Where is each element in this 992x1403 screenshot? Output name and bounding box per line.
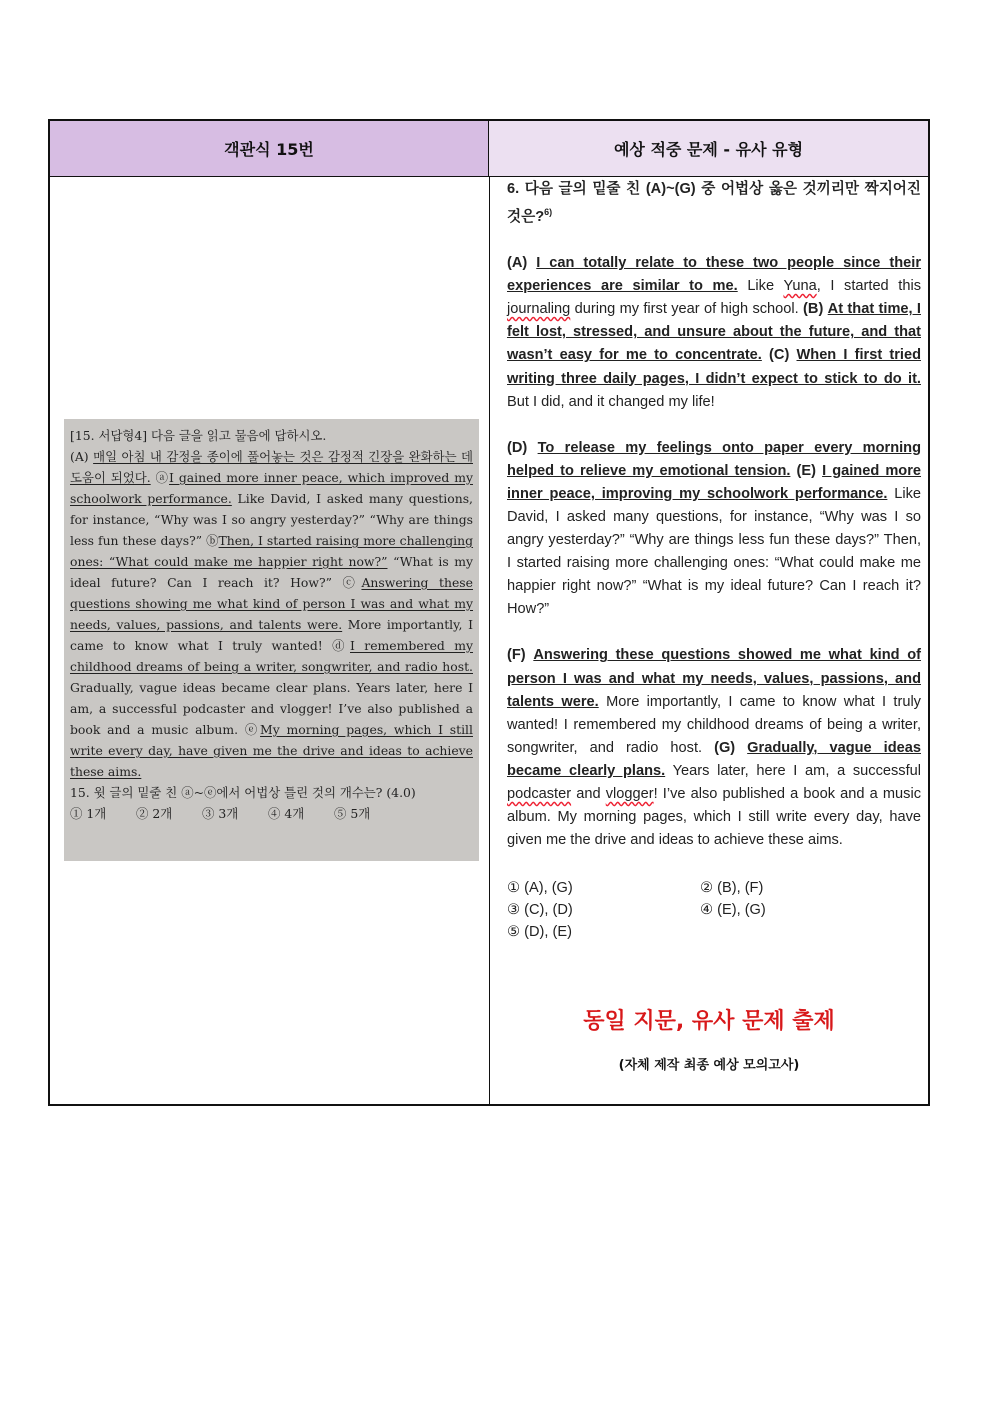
right-header	[489, 121, 928, 177]
scanned-exam-image	[64, 419, 479, 861]
question-stem: 6. 다음 글의 밑줄 친 (A)~(G) 중 어법상 옳은 것끼리만 짝지어진 것은?$^{6)}$	[507, 181, 921, 225]
answer-choices	[507, 877, 921, 947]
predicted-question	[507, 178, 921, 947]
choice-1: ① (A), (G)	[507, 880, 573, 897]
underlined-F: Answering these questions showed me what kind of person I was and what my needs, values, passions, and talents were.	[507, 647, 922, 710]
scan-sentence-a: I gained more inner peace, which improved my schoolwork performance.	[70, 470, 473, 506]
choice-3: ③ (C), (D)	[507, 902, 573, 919]
underlined-G: Gradually, vague ideas became clearly plans.	[507, 739, 921, 779]
left-header	[50, 121, 489, 177]
underlined-E: I gained more inner peace, improving my schoolwork performance.	[507, 462, 922, 502]
paragraph-3: (F) Answering these questions showed me what kind of person I was and what my needs, values, passions, and talents were. More importantly, I came to know what I truly wanted! I remembered my childhood dreams of being a writer, songwriter, and radio host. (G) Gradually, vague ideas became clearly plans. Years later, here I am, a successful podcaster and vlogger! I’ve also published a book and a music album. My morning pages, which I still write every day, have given me the drive and ideas to achieve these aims.	[507, 647, 922, 849]
scan-choice: ④ 4개	[268, 806, 305, 821]
choice-4: ④ (E), (G)	[700, 902, 766, 919]
scan-sentence-e: My morning pages, which I still write every day, have given me the drive and ideas to achieve these aims.	[70, 722, 473, 779]
underlined-D: To release my feelings onto paper every morning helped to relieve my emotional tension.	[507, 439, 921, 479]
scan-passage: (A) 매일 아침 내 감정을 종이에 풀어놓는 것은 감정적 긴장을 완화하는 데 도움이 되었다. ⓐI gained more inner peace, which improved my schoolwork performance. Like David, I asked many questions, for instance, “Why was I so angry yesterday?” “Why are things less fun these days?” ⓑThen, I started raising more challenging ones: “What could make me happier right now?” “What is my ideal future? Can I reach it? How?” ⓒAnswering these questions showing me what kind of person I was and what my needs, values, passions, and talents were. More importantly, I came to know what I truly wanted! ⓓI remembered my childhood dreams of being a writer, songwriter, and radio host. Gradually, vague ideas became clear plans. Years later, here I am, a successful podcaster and vlogger! I’ve also published a book and a music album. ⓔMy morning pages, which I still write every day, have given me the drive and ideas to achieve these aims.	[70, 449, 474, 779]
column-divider	[489, 177, 490, 1104]
scan-choice: ③ 3개	[202, 806, 239, 821]
underlined-B: At that time, I felt lost, stressed, and unsure about the future, and that wasn’t easy for me to concentrate.	[507, 301, 921, 364]
scan-choices	[70, 803, 473, 824]
right-header-title: 예상 적중 문제 - 유사 유형	[613, 140, 804, 159]
subnotice-text: (자체 제작 최종 예상 모의고사)	[618, 1058, 800, 1073]
paragraph-1: (A) I can totally relate to these two people since their experiences are similar to me. Like Yuna, I started this journaling during my first year of high school. (B) At that time, I felt lost, stressed, and unsure about the future, and that wasn’t easy for me to concentrate. (C) When I first tried writing three daily pages, I didn’t expect to stick to do it. But I did, and it changed my life!	[507, 255, 921, 410]
scan-sentence-c: Answering these questions showing me what kind of person I was and what my needs, values, passions, and talents were.	[70, 575, 473, 632]
scan-question: 15. 윗 글의 밑줄 친 ⓐ~ⓔ에서 어법상 틀린 것의 개수는? (4.0)	[70, 785, 416, 800]
underlined-A: I can totally relate to these two people since their experiences are similar to me.	[507, 255, 921, 295]
left-header-title: 객관식 15번	[224, 140, 314, 159]
scan-choice: ① 1개	[70, 806, 107, 821]
underlined-C: When I first tried writing three daily pages, I didn’t expect to stick to do it.	[507, 347, 921, 387]
choice-5: ⑤ (D), (E)	[507, 924, 572, 941]
scan-choice: ② 2개	[136, 806, 173, 821]
scan-sentence-b: Then, I started raising more challenging ones: “What could make me happier right now?”	[70, 533, 474, 569]
choice-2: ② (B), (F)	[700, 880, 764, 897]
notice-text: 동일 지문, 유사 문제 출제	[583, 1009, 835, 1034]
scan-title: [15. 서답형4] 다음 글을 읽고 물음에 답하시오.	[70, 428, 327, 443]
scan-choice: ⑤ 5개	[334, 806, 371, 821]
paragraph-2: (D) To release my feelings onto paper every morning helped to relieve my emotional tension. (E) I gained more inner peace, improving my schoolwork performance. Like David, I asked many questions, for instance, “Why was I so angry yesterday?” “Why are things less fun these days?” Then, I started raising more challenging ones: “What could make me happier right now?” “What is my ideal future? Can I reach it? How?”	[507, 439, 922, 618]
scan-a-sentence: 매일 아침 내 감정을 종이에 풀어놓는 것은 감정적 긴장을 완화하는 데 도움이 되었다.	[70, 449, 473, 485]
scan-sentence-d: I remembered my childhood dreams of being a writer, songwriter, and radio host.	[70, 638, 473, 674]
